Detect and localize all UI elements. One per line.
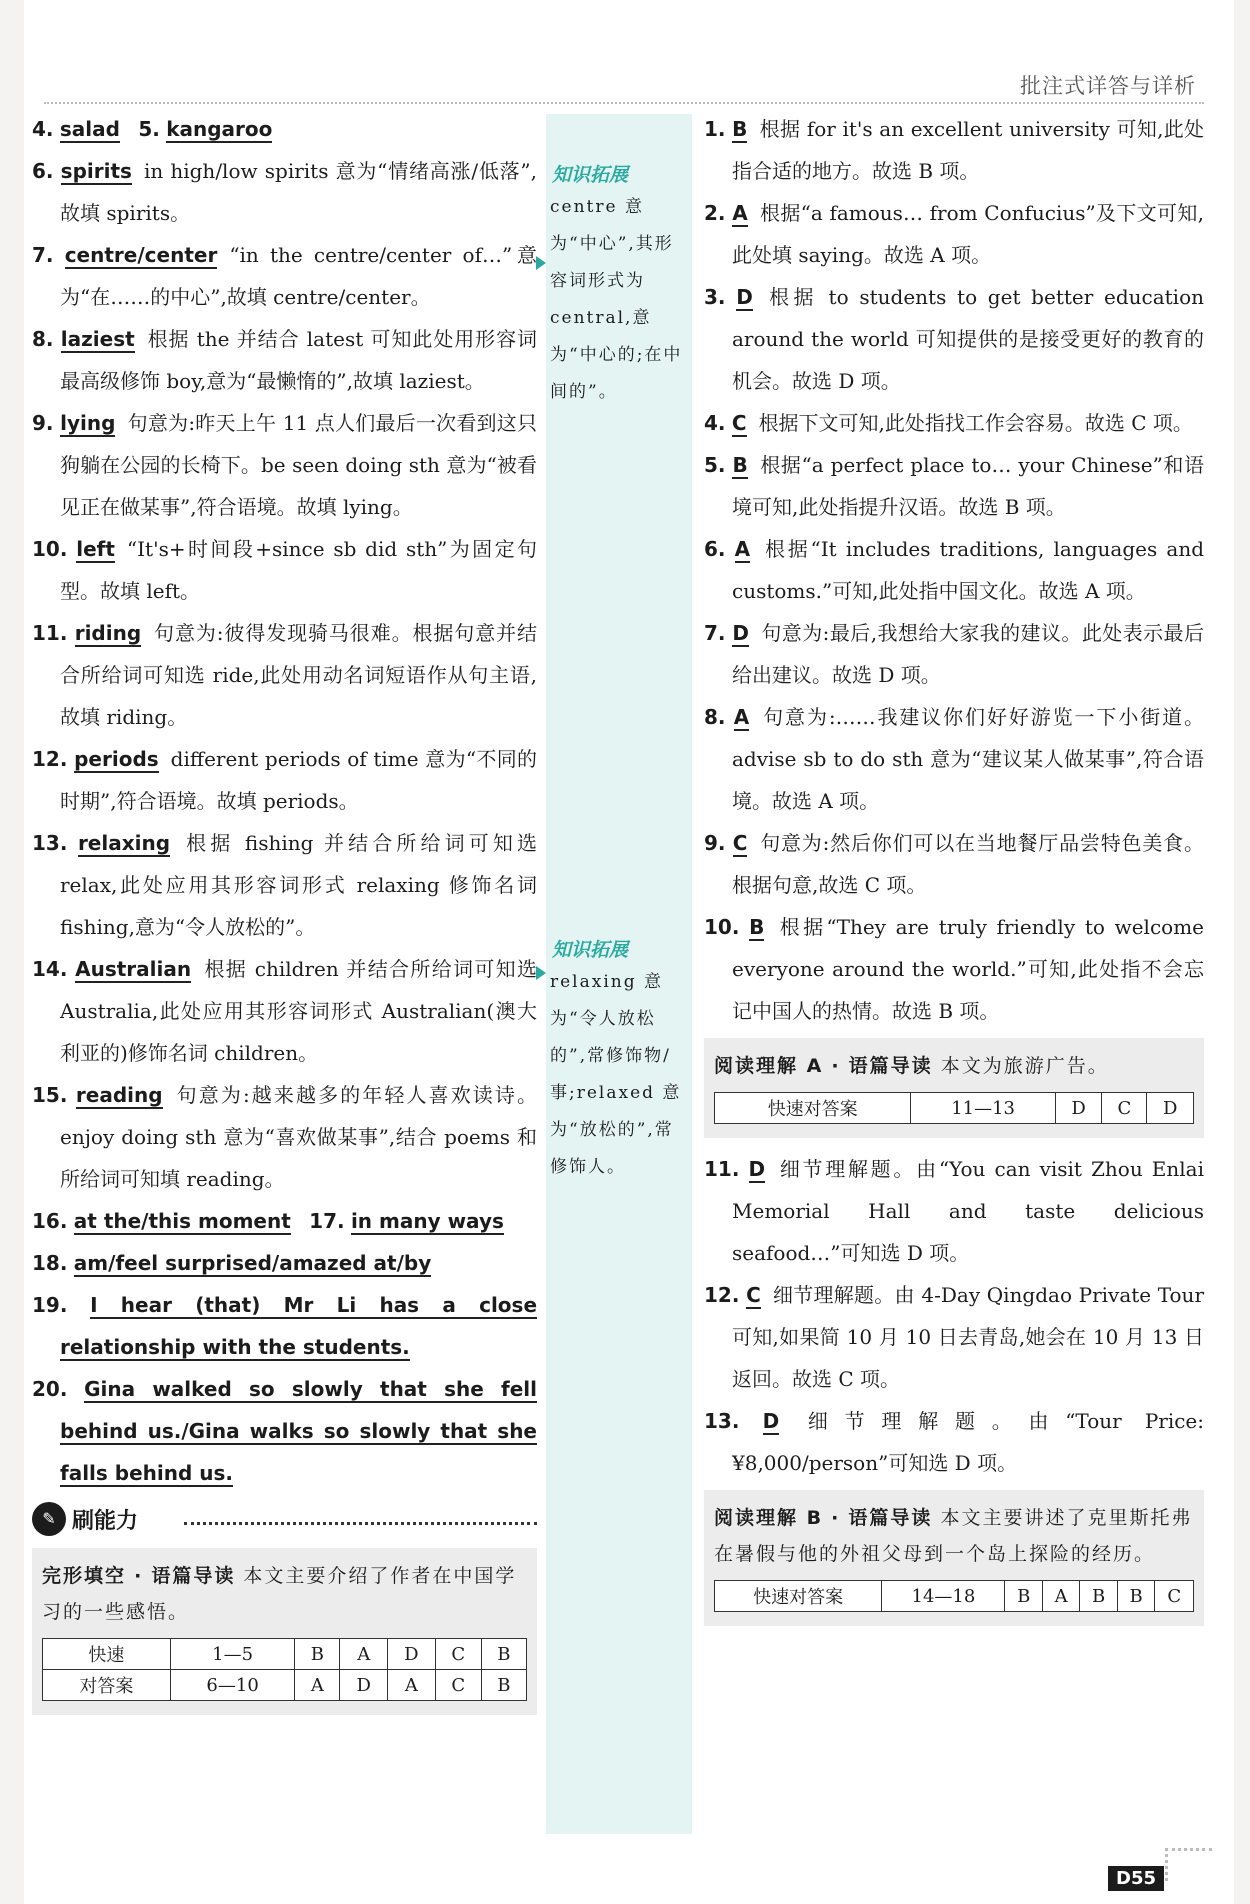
left-column xyxy=(32,108,537,1715)
answer-item xyxy=(704,528,1204,612)
item-number: 19. xyxy=(32,1293,68,1317)
explanation-text: different periods of time 意为“不同的时期”,符合语境。故填 periods。 xyxy=(60,747,538,813)
note-text: relaxing 意为“令人放松的”,常修饰物/事;relaxed 意为“放松的”,常修饰人。 xyxy=(550,972,682,1177)
item-number: 15. xyxy=(32,1083,68,1107)
answer-text: D xyxy=(736,285,753,309)
item-number: 12. xyxy=(32,747,68,771)
answer-item xyxy=(704,276,1204,402)
answer-text: A xyxy=(733,705,750,729)
explanation-text: 句意为:然后你们可以在当地餐厅品尝特色美食。根据句意,故选 C 项。 xyxy=(732,831,1204,897)
item-number: 17. xyxy=(309,1209,345,1233)
answer-cell: B xyxy=(1080,1581,1118,1612)
answer-text: B xyxy=(749,915,765,939)
explanation-text: 根据 to students to get better education around the world 可知提供的是接受更好的教育的机会。故选 D 项。 xyxy=(732,285,1204,393)
answer-range: 11—13 xyxy=(911,1093,1055,1124)
table-label: 对答案 xyxy=(43,1670,171,1701)
note-text: centre 意为“中心”,其形容词形式为 central,意为“中心的;在中间的”。 xyxy=(550,197,683,402)
answer-cell: D xyxy=(1055,1093,1101,1124)
answer-cell: A xyxy=(388,1670,436,1701)
answer-item xyxy=(32,402,537,528)
header-divider xyxy=(44,102,1204,104)
answer-item xyxy=(704,192,1204,276)
answer-item xyxy=(704,402,1204,444)
item-number: 12. xyxy=(704,1283,740,1307)
answer-text: lying xyxy=(60,411,116,435)
reading-label: 阅读理解 A xyxy=(714,1055,824,1077)
reading-a-answer-table xyxy=(714,1092,1194,1124)
answer-cell: A xyxy=(340,1639,388,1670)
answer-item-19 xyxy=(32,1284,537,1368)
answer-cell: D xyxy=(340,1670,388,1701)
guide-label: 语篇导读 xyxy=(848,1507,933,1529)
answer-cell: C xyxy=(435,1670,481,1701)
explanation-text: “in the centre/center of…”意为“在……的中心”,故填 centre/center。 xyxy=(60,243,538,309)
answer-text: A xyxy=(732,201,748,225)
right-answer-list xyxy=(704,108,1204,1032)
answer-text: spirits xyxy=(60,159,132,183)
table-row xyxy=(43,1670,527,1701)
explanation-text: 细节理解题。由“You can visit Zhou Enlai Memorial Hall and taste delicious seafood…”可知选 D 项。 xyxy=(732,1157,1204,1265)
item-number: 4. xyxy=(704,411,726,435)
left-answer-list xyxy=(32,150,537,1200)
answer-text: laziest xyxy=(60,327,135,351)
answer-item xyxy=(32,234,537,318)
note-title: 知识拓展 xyxy=(552,939,629,961)
reading-a-guide-box xyxy=(704,1038,1204,1138)
reading-a-answer-list xyxy=(704,1148,1204,1484)
answer-range: 1—5 xyxy=(170,1639,295,1670)
item-number: 20. xyxy=(32,1377,68,1401)
guide-summary: 本文为旅游广告。 xyxy=(940,1055,1109,1077)
separator: · xyxy=(831,1055,841,1077)
answer-item xyxy=(704,108,1204,192)
answer-item xyxy=(704,822,1204,906)
reading-b-answer-table xyxy=(714,1580,1194,1612)
answer-cell: C xyxy=(435,1639,481,1670)
pointer-arrow-icon xyxy=(536,256,546,270)
answer-cell: B xyxy=(1117,1581,1155,1612)
guide-summary: 本文主要讲述了克里斯托弗在暑假与他的外祖父母到一个岛上探险的经历。 xyxy=(714,1507,1193,1565)
item-number: 3. xyxy=(704,285,726,309)
explanation-text: 根据 fishing 并结合所给词可知选 relax,此处应用其形容词形式 relaxing 修饰名词 fishing,意为“令人放松的”。 xyxy=(60,831,538,939)
pencil-icon: ✎ xyxy=(32,1502,66,1536)
dotted-divider xyxy=(184,1522,537,1525)
answer-range: 14—18 xyxy=(882,1581,1005,1612)
note-title: 知识拓展 xyxy=(552,164,629,186)
answer-cell: B xyxy=(295,1639,340,1670)
reading-b-guide-box xyxy=(704,1490,1204,1626)
notes-column xyxy=(546,114,692,1834)
item-number: 6. xyxy=(704,537,726,561)
answer-item xyxy=(32,948,537,1074)
answer-cell: A xyxy=(1043,1581,1080,1612)
explanation-text: 根据 the 并结合 latest 可知此处用形容词最高级修饰 boy,意为“最懒惰的”,故填 laziest。 xyxy=(60,327,537,393)
corner-decoration xyxy=(1165,1848,1212,1881)
reading-label: 阅读理解 B xyxy=(714,1507,824,1529)
table-label: 快速 xyxy=(43,1639,171,1670)
answer-cell: B xyxy=(1005,1581,1043,1612)
item-number: 4. xyxy=(32,117,54,141)
separator: · xyxy=(831,1507,841,1529)
explanation-text: 细节理解题。由 4-Day Qingdao Private Tour 可知,如果简 10 月 10 日去青岛,她会在 10 月 13 日返回。故选 C 项。 xyxy=(732,1283,1205,1391)
answer-item xyxy=(32,528,537,612)
separator: · xyxy=(134,1565,144,1587)
answer-text: D xyxy=(732,621,749,645)
answer-text: C xyxy=(746,1283,761,1307)
item-number: 14. xyxy=(32,957,68,981)
answer-row-16-17 xyxy=(32,1200,537,1242)
table-row xyxy=(715,1093,1194,1124)
item-number: 13. xyxy=(32,831,68,855)
item-number: 11. xyxy=(704,1157,740,1181)
explanation-text: 句意为:越来越多的年轻人喜欢读诗。enjoy doing sth 意为“喜欢做某事”,结合 poems 和所给词可知填 reading。 xyxy=(60,1083,537,1191)
answer-text: left xyxy=(76,537,115,561)
item-number: 11. xyxy=(32,621,68,645)
item-number: 5. xyxy=(704,453,726,477)
item-number: 1. xyxy=(704,117,726,141)
answer-text: at the/this moment xyxy=(73,1209,291,1233)
item-number: 16. xyxy=(32,1209,68,1233)
answer-text: D xyxy=(748,1157,766,1181)
item-number: 6. xyxy=(32,159,54,183)
explanation-text: 根据“a perfect place to… your Chinese”和语境可知,此处指提升汉语。故选 B 项。 xyxy=(732,453,1204,519)
answer-item-20 xyxy=(32,1368,537,1494)
item-number: 2. xyxy=(704,201,726,225)
answer-text: periods xyxy=(74,747,159,771)
answer-item-18 xyxy=(32,1242,537,1284)
guide-label: 语篇导读 xyxy=(848,1055,933,1077)
table-row xyxy=(715,1581,1194,1612)
pointer-arrow-icon xyxy=(536,966,546,980)
table-label: 快速对答案 xyxy=(715,1093,911,1124)
explanation-text: in high/low spirits 意为“情绪高涨/低落”,故填 spirits。 xyxy=(60,159,538,225)
answer-text: Gina walked so slowly that she fell behind us./Gina walks so slowly that she falls behind us. xyxy=(60,1377,538,1485)
cloze-answer-table xyxy=(42,1638,527,1701)
explanation-text: 句意为:……我建议你们好好游览一下小街道。advise sb to do sth 意为“建议某人做某事”,符合语境。故选 A 项。 xyxy=(732,705,1204,813)
answer-text: B xyxy=(732,117,748,141)
answer-item xyxy=(704,906,1204,1032)
answer-text: relaxing xyxy=(77,831,171,855)
item-number: 8. xyxy=(32,327,54,351)
answer-text: salad xyxy=(59,117,120,141)
item-number: 8. xyxy=(704,705,726,729)
answer-text: riding xyxy=(74,621,142,645)
answer-text: am/feel surprised/amazed at/by xyxy=(73,1251,432,1275)
item-number: 9. xyxy=(32,411,54,435)
explanation-text: 根据“They are truly friendly to welcome everyone around the world.”可知,此处指不会忘记中国人的热情。故选 B 项。 xyxy=(732,915,1204,1023)
explanation-text: 根据“a famous… from Confucius”及下文可知,此处填 saying。故选 A 项。 xyxy=(732,201,1205,267)
right-column xyxy=(704,108,1204,1626)
answer-cell: C xyxy=(1102,1093,1147,1124)
explanation-text: 句意为:最后,我想给大家我的建议。此处表示最后给出建议。故选 D 项。 xyxy=(732,621,1204,687)
explanation-text: 细节理解题。由“Tour Price: ¥8,000/person”可知选 D 项。 xyxy=(732,1409,1205,1475)
explanation-text: 根据“It includes traditions, languages and customs.”可知,此处指中国文化。故选 A 项。 xyxy=(732,537,1204,603)
explanation-text: “It's+时间段+since sb did sth”为固定句型。故填 left。 xyxy=(60,537,537,603)
item-number: 9. xyxy=(704,831,726,855)
answer-text: kangaroo xyxy=(166,117,273,141)
answer-item xyxy=(704,696,1204,822)
answer-item xyxy=(32,318,537,402)
answer-cell: B xyxy=(481,1670,526,1701)
answer-text: C xyxy=(731,411,747,435)
answer-item xyxy=(32,150,537,234)
answer-item xyxy=(704,1148,1204,1274)
section-title: 刷能力 xyxy=(72,1509,139,1534)
explanation-text: 根据 children 并结合所给词可知选 Australia,此处应用其形容词形式 Australian(澳大利亚的)修饰名词 children。 xyxy=(60,957,538,1065)
answer-text: A xyxy=(734,537,751,561)
explanation-text: 句意为:昨天上午 11 点人们最后一次看到这只狗躺在公园的长椅下。be seen doing sth 意为“被看见正在做某事”,符合语境。故填 lying。 xyxy=(60,411,538,519)
answer-item xyxy=(32,738,537,822)
answer-cell: C xyxy=(1155,1581,1194,1612)
item-number: 10. xyxy=(704,915,740,939)
page-header-title: 批注式详答与详析 xyxy=(1020,74,1196,98)
guide-summary: 本文主要介绍了作者在中国学习的一些感悟。 xyxy=(42,1565,517,1623)
explanation-text: 根据 for it's an excellent university 可知,此处指合适的地方。故选 B 项。 xyxy=(732,117,1205,183)
item-number: 5. xyxy=(138,117,160,141)
answer-cell: D xyxy=(388,1639,436,1670)
answer-item xyxy=(32,822,537,948)
answer-text: I hear (that) Mr Li has a close relationship with the students. xyxy=(60,1293,538,1359)
guide-label: 语篇导读 xyxy=(151,1565,236,1587)
answer-text: B xyxy=(732,453,748,477)
cloze-guide-box xyxy=(32,1548,537,1715)
answer-item xyxy=(704,1274,1204,1400)
reading-a-guide-text xyxy=(714,1048,1194,1084)
table-row xyxy=(43,1639,527,1670)
answer-text: in many ways xyxy=(350,1209,504,1233)
answer-item xyxy=(32,1074,537,1200)
answer-text: centre/center xyxy=(64,243,218,267)
item-number: 13. xyxy=(704,1409,740,1433)
explanation-text: 句意为:彼得发现骑马很难。根据句意并结合所给词可知选 ride,此处用动名词短语作从句主语,故填 riding。 xyxy=(60,621,537,729)
answer-range: 6—10 xyxy=(170,1670,295,1701)
section-heading xyxy=(32,1502,537,1542)
page xyxy=(24,0,1234,1904)
answer-row-4-5 xyxy=(32,108,537,150)
explanation-text: 根据下文可知,此处指找工作会容易。故选 C 项。 xyxy=(758,411,1193,435)
page-number: D55 xyxy=(1108,1866,1164,1891)
item-number: 18. xyxy=(32,1251,68,1275)
cloze-guide-text xyxy=(42,1558,527,1630)
answer-item xyxy=(32,612,537,738)
reading-b-guide-text xyxy=(714,1500,1194,1572)
answer-cell: D xyxy=(1147,1093,1194,1124)
answer-text: D xyxy=(762,1409,780,1433)
cloze-label: 完形填空 xyxy=(42,1565,127,1587)
table-label: 快速对答案 xyxy=(715,1581,882,1612)
answer-text: reading xyxy=(75,1083,163,1107)
answer-text: Australian xyxy=(75,957,192,981)
answer-cell: A xyxy=(295,1670,340,1701)
item-number: 7. xyxy=(32,243,54,267)
answer-text: C xyxy=(732,831,748,855)
item-number: 10. xyxy=(32,537,68,561)
item-number: 7. xyxy=(704,621,726,645)
answer-cell: B xyxy=(481,1639,526,1670)
answer-item xyxy=(704,444,1204,528)
answer-item xyxy=(704,612,1204,696)
answer-item xyxy=(704,1400,1204,1484)
